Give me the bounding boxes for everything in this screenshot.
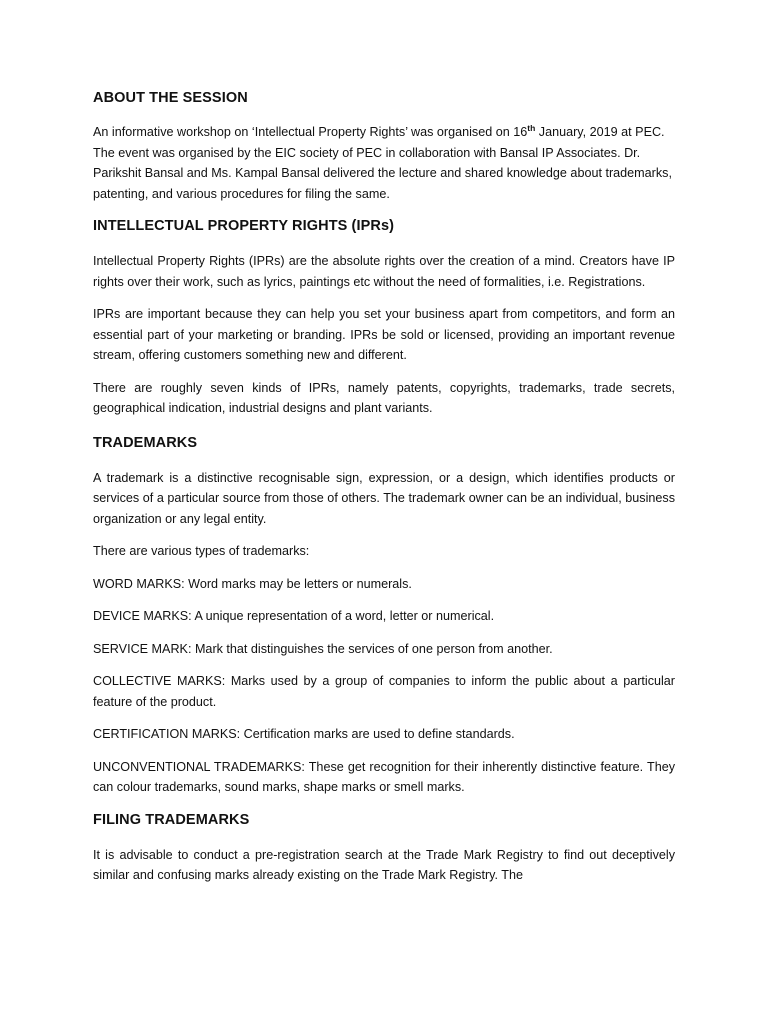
- about-text-part-2: January, 2019 at PEC. The event was organised by the EIC society of PEC in collaboration with Bansal IP Associates. Dr. Parikshit Bansal and Ms. Kampal Bansal delivered the lecture and shared knowledge about trademarks, patenting, and various procedures for filing the same.: [93, 125, 672, 201]
- trademark-type-device-marks: DEVICE MARKS: A unique representation of a word, letter or numerical.: [93, 609, 495, 623]
- trademarks-paragraph-2: There are various types of trademarks:: [93, 544, 310, 558]
- ipr-paragraph-2: IPRs are important because they can help you set your business apart from competitors, and form an essential part of your marketing or branding. IPRs be sold or licensed, providing an important revenue stream, offering customers something new and different.: [93, 307, 675, 362]
- ipr-paragraph-1: Intellectual Property Rights (IPRs) are the absolute rights over the creation of a mind. Creators have IP rights over their work, such as lyrics, paintings etc without the need of formalities, i.e. Registrations.: [93, 254, 675, 289]
- trademark-type-unconventional: UNCONVENTIONAL TRADEMARKS: These get recognition for their inherently distinctive feature. They can colour trademarks, sound marks, shape marks or smell marks.: [93, 759, 675, 794]
- trademark-type-word-marks: WORD MARKS: Word marks may be letters or numerals.: [93, 576, 412, 591]
- heading-ipr: INTELLECTUAL PROPERTY RIGHTS (IPRs): [93, 218, 395, 234]
- heading-trademarks: TRADEMARKS: [93, 434, 198, 451]
- trademarks-paragraph-1: A trademark is a distinctive recognisable sign, expression, or a design, which identifies products or services of a particular source from those of others. The trademark owner can be an individual, business organization or any legal entity.: [93, 470, 675, 526]
- heading-about-the-session: ABOUT THE SESSION: [93, 90, 248, 106]
- trademark-type-service-mark: SERVICE MARK: Mark that distinguishes the services of one person from another.: [93, 641, 553, 656]
- ipr-paragraph-3: There are roughly seven kinds of IPRs, namely patents, copyrights, trademarks, trade secrets, geographical indication, industrial designs and plant variants.: [93, 380, 675, 415]
- heading-filing-trademarks: FILING TRADEMARKS: [93, 811, 250, 828]
- about-text-part-1: An informative workshop on ‘Intellectual Property Rights’ was organised on 16: [93, 125, 528, 139]
- document-page: [93, 88, 675, 898]
- trademark-type-certification-marks: CERTIFICATION MARKS: Certification marks are used to define standards.: [93, 727, 515, 741]
- trademark-type-collective-marks: COLLECTIVE MARKS: Marks used by a group of companies to inform the public about a particular feature of the product.: [93, 674, 675, 709]
- ordinal-suffix: th: [527, 122, 536, 133]
- filing-paragraph-1: It is advisable to conduct a pre-registration search at the Trade Mark Registry to find out deceptively similar and confusing marks already existing on the Trade Mark Registry. The: [93, 847, 675, 882]
- about-paragraph: [93, 122, 675, 204]
